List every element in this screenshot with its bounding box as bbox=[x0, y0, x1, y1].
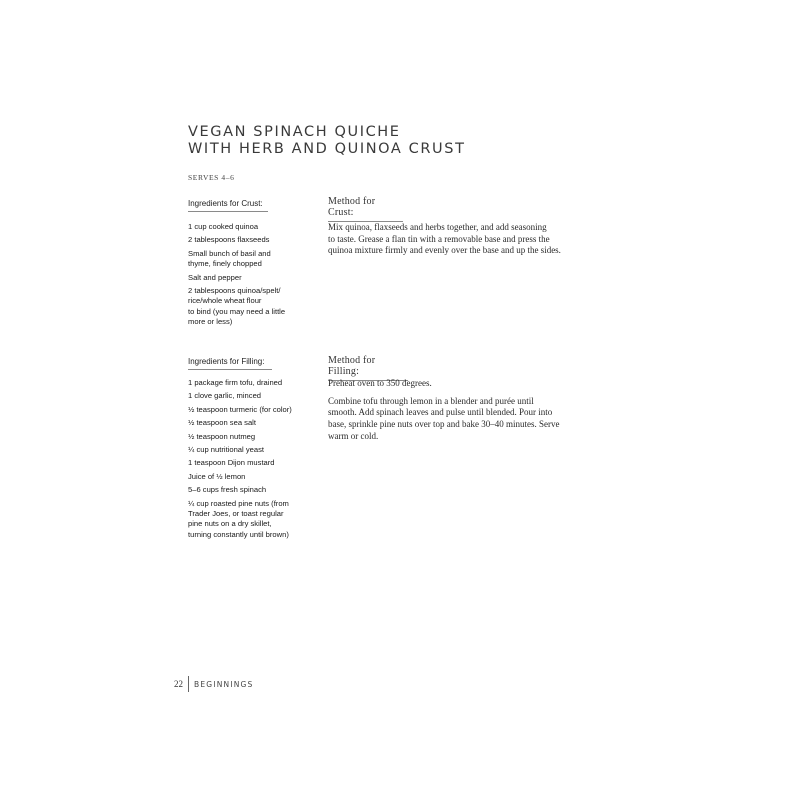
crust-ingredient bbox=[188, 235, 316, 245]
crust-method-text bbox=[328, 222, 590, 263]
ingredient-line: 5–6 cups fresh spinach bbox=[188, 485, 267, 495]
recipe-title-line-1: VEGAN SPINACH QUICHE bbox=[188, 124, 401, 140]
method-line: base, sprinkle pine nuts over top and bake 30–40 minutes. Serve bbox=[328, 419, 560, 430]
filling-ingredient bbox=[188, 391, 316, 401]
page-footer bbox=[174, 676, 254, 692]
filling-method-heading: Method for Filling: bbox=[328, 355, 408, 381]
ingredient-line: ¼ cup roasted pine nuts (from bbox=[188, 498, 289, 508]
method-line: quinoa mixture firmly and evenly over the base and up the sides. bbox=[328, 245, 561, 256]
ingredient-line: rice/whole wheat flour bbox=[188, 296, 262, 306]
filling-ingredient bbox=[188, 445, 316, 455]
crust-ingredients-list bbox=[188, 222, 316, 331]
ingredient-line: ½ teaspoon nutmeg bbox=[188, 431, 256, 441]
method-line: Combine tofu through lemon in a blender and purée until bbox=[328, 395, 534, 406]
ingredient-line: Small bunch of basil and bbox=[188, 248, 271, 258]
ingredient-line: more or less) bbox=[188, 317, 233, 327]
ingredient-line: ½ teaspoon sea salt bbox=[188, 418, 256, 428]
filling-ingredient bbox=[188, 418, 316, 428]
ingredient-line: turning constantly until brown) bbox=[188, 529, 289, 539]
crust-ingredient bbox=[188, 249, 316, 270]
ingredient-line: thyme, finely chopped bbox=[188, 259, 262, 269]
ingredient-line: Trader Joes, or toast regular bbox=[188, 509, 284, 519]
ingredient-line: 2 tablespoons quinoa/spelt/ bbox=[188, 286, 281, 296]
ingredient-line: Salt and pepper bbox=[188, 272, 242, 282]
filling-ingredient bbox=[188, 458, 316, 468]
filling-ingredient bbox=[188, 499, 316, 541]
filling-ingredients-heading: Ingredients for Filling: bbox=[188, 357, 272, 370]
filling-ingredient bbox=[188, 405, 316, 415]
method-line: Mix quinoa, flaxseeds and herbs together, and add seasoning bbox=[328, 222, 547, 232]
filling-ingredient bbox=[188, 485, 316, 495]
method-line: Preheat oven to 350 degrees. bbox=[328, 378, 432, 388]
recipe-title-line-2: WITH HERB AND QUINOA CRUST bbox=[188, 141, 466, 157]
crust-ingredient bbox=[188, 286, 316, 328]
crust-ingredients-heading: Ingredients for Crust: bbox=[188, 199, 268, 212]
ingredient-line: 1 clove garlic, minced bbox=[188, 391, 262, 401]
crust-ingredient bbox=[188, 222, 316, 232]
section-name: BEGINNINGS bbox=[194, 679, 254, 689]
ingredient-line: Juice of ½ lemon bbox=[188, 471, 246, 481]
filling-ingredient bbox=[188, 432, 316, 442]
filling-ingredient bbox=[188, 378, 316, 388]
crust-method-heading: Method for Crust: bbox=[328, 196, 403, 222]
footer-divider bbox=[188, 676, 189, 692]
ingredient-line: ¼ cup nutritional yeast bbox=[188, 445, 264, 455]
page-number: 22 bbox=[174, 679, 183, 689]
ingredient-line: 2 tablespoons flaxseeds bbox=[188, 235, 270, 245]
method-line: to taste. Grease a flan tin with a removable base and press the bbox=[328, 233, 550, 244]
ingredient-line: 1 cup cooked quinoa bbox=[188, 222, 259, 231]
filling-method-paragraph bbox=[328, 378, 590, 390]
filling-ingredient bbox=[188, 472, 316, 482]
filling-ingredients-list bbox=[188, 378, 316, 543]
ingredient-line: ½ teaspoon turmeric (for color) bbox=[188, 404, 292, 414]
method-line: smooth. Add spinach leaves and pulse until blended. Pour into bbox=[328, 407, 553, 418]
crust-ingredient bbox=[188, 273, 316, 283]
recipe-title bbox=[188, 124, 466, 158]
serves-label: SERVES 4–6 bbox=[188, 173, 235, 182]
method-line: warm or cold. bbox=[328, 430, 379, 441]
ingredient-line: pine nuts on a dry skillet, bbox=[188, 519, 272, 529]
ingredient-line: 1 package firm tofu, drained bbox=[188, 378, 283, 387]
crust-method-paragraph bbox=[328, 222, 590, 257]
ingredient-line: 1 teaspoon Dijon mustard bbox=[188, 458, 275, 468]
ingredient-line: to bind (you may need a little bbox=[188, 306, 286, 316]
filling-method-text bbox=[328, 378, 590, 449]
filling-method-paragraph bbox=[328, 396, 590, 443]
